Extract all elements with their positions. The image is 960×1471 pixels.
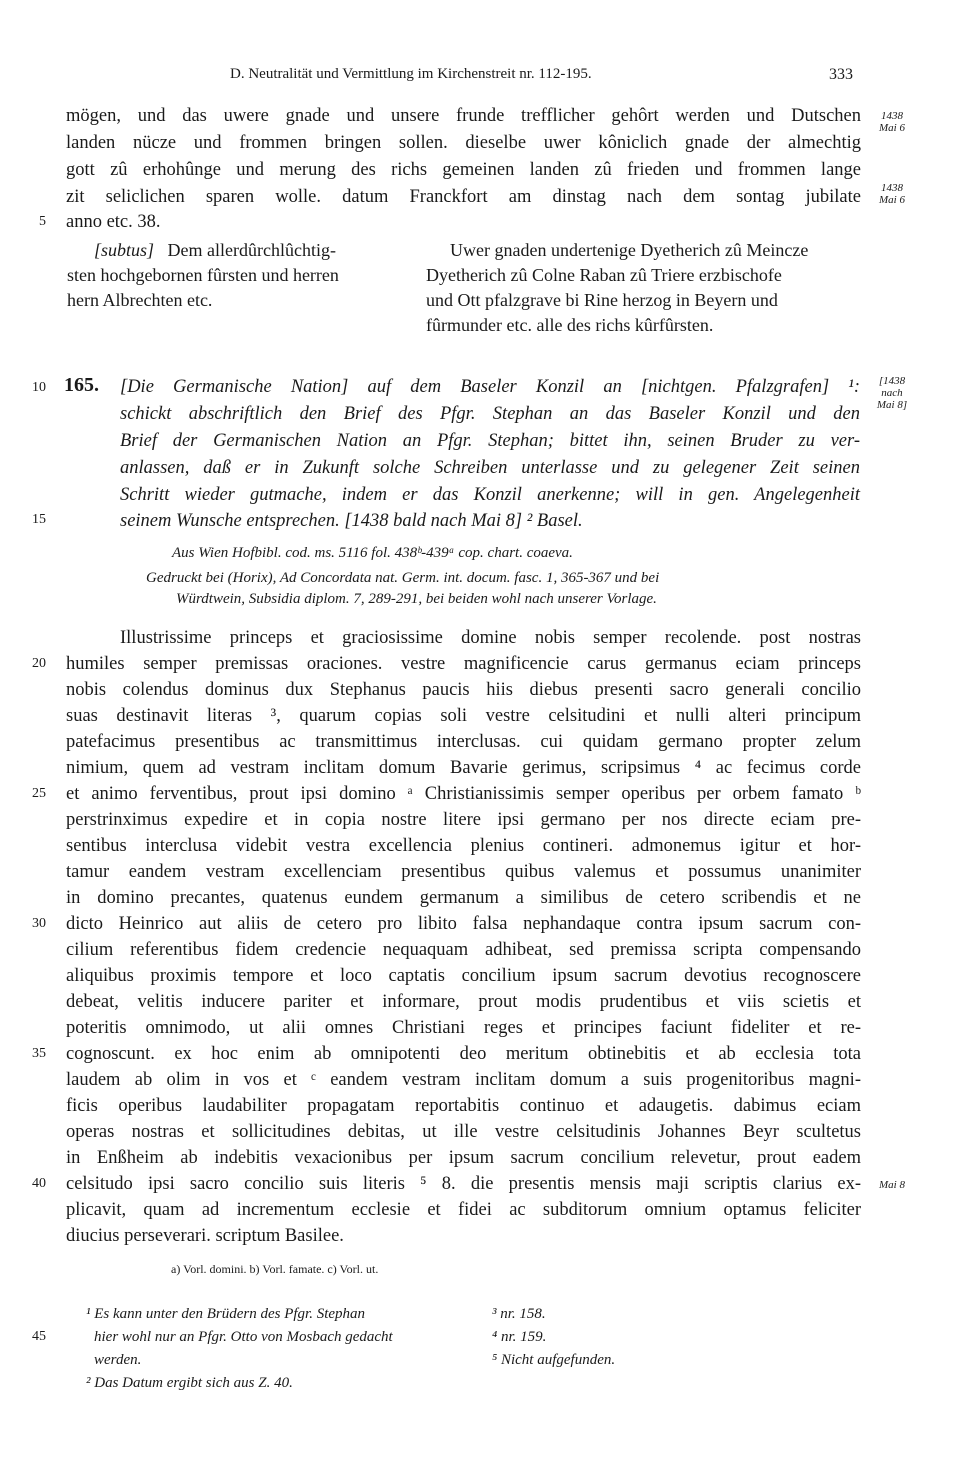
margin-date: [1438 nach Mai 8] <box>876 375 908 411</box>
line-number: 30 <box>32 916 46 931</box>
line-number: 40 <box>32 1176 46 1191</box>
text-line: diucius perseverari. scriptum Basilee. <box>66 1226 344 1246</box>
regest-line: anlassen, daß er in Zukunft solche Schreiben unterlasse und zu gelegener Zeit seinen <box>120 458 860 478</box>
text-line: nobis colendus dominus dux Stephanus paucis hiis diebus presenti sacro generali concilio <box>66 680 861 700</box>
regest-line: Schritt wieder gutmache, indem er das Konzil anerkenne; will in gen. Angelegenheit <box>120 485 860 505</box>
text-line: cognoscunt. ex hoc enim ab omnipotenti deo meritum obtinebitis et ab ecclesia tota <box>66 1044 861 1064</box>
text-line: zit seliclichen sparen wolle. datum Franckfort am dinstag nach dem sontag jubilate <box>66 187 861 207</box>
footnote-line: ² Das Datum ergibt sich aus Z. 40. <box>86 1375 293 1391</box>
footnote-line: ³ nr. 158. <box>492 1306 546 1322</box>
regest-line: seinem Wunsche entsprechen. [1438 bald nach Mai 8] ² Basel. <box>120 511 583 531</box>
text-line: poteritis omnimodo, ut alii omnes Christiani reges et principes faciunt fideliter et re- <box>66 1018 861 1038</box>
line-number: 10 <box>32 380 46 395</box>
regest-line: Brief der Germanischen Nation an Pfgr. Stephan; bittet ihn, seinen Bruder zu ver- <box>120 431 860 451</box>
address-right: Uwer gnaden undertenige Dyetherich zû Meincze Dyetherich zû Colne Raban zû Triere erzbischofe und Ott pfalzgrave bi Rine herzog in Beyern und fûrmunder etc. alle des richs kûrfûrsten. <box>426 240 809 335</box>
text-line: cilium referentibus fidem credencie nequaquam adhibeat, sed premissa scripta compensando <box>66 940 861 960</box>
text-line: Illustrissime princeps et graciosissime domine nobis semper recolende. post nostras <box>120 628 861 648</box>
text-line: debeat, velitis inducere pariter et informare, prout modis prudentibus et viis scietis et <box>66 992 861 1012</box>
text-line: perstrinximus expedire et in copia nostre litere ipsi germano per nos directe eciam pre- <box>66 810 861 830</box>
footnote-line: hier wohl nur an Pfgr. Otto von Mosbach gedacht <box>94 1329 393 1345</box>
text-line: nimium, quem ad vestram inclitam domum Bavarie gerimus, scripsimus ⁴ ac fecimus corde <box>66 758 861 778</box>
regest-line: [Die Germanische Nation] auf dem Baseler Konzil an [nichtgen. Pfalzgrafen] ¹: <box>120 377 860 397</box>
text-line: suas destinavit literas ³, quarum copias soli vestre celsitudini et nulli alteri principum <box>66 706 861 726</box>
line-number: 35 <box>32 1046 46 1061</box>
text-line: operas nostras et sollicitudines debitas, ut ille vestre celsitudinis Johannes Beyr scultetus <box>66 1122 861 1142</box>
text-line: patefacimus presentibus ac transmittimus interclusas. cui quidam germano propter zelum <box>66 732 861 752</box>
text-line: in Enßheim ab indebitis vexacionibus per ipsum sacrum concilium relevetur, prout eadem <box>66 1148 861 1168</box>
page-number: 333 <box>829 66 853 83</box>
footnote-line: werden. <box>94 1352 142 1368</box>
margin-date: Mai 8 <box>879 1179 905 1191</box>
line-number: 45 <box>32 1329 46 1344</box>
address-label: [subtus] <box>94 240 155 260</box>
variant-notes: a) Vorl. domini. b) Vorl. famate. c) Vorl. ut. <box>171 1262 379 1276</box>
text-line: landen nücze und frommen bringen sollen. dieselbe uwer kôniclich gnade der almechtig <box>66 133 861 153</box>
line-number: 5 <box>39 214 46 229</box>
source-line: Gedruckt bei (Horix), Ad Concordata nat. Germ. int. docum. fasc. 1, 365-367 und bei <box>146 570 660 586</box>
line-number: 20 <box>32 656 46 671</box>
regest-line: schickt abschriftlich den Brief des Pfgr. Stephan an das Baseler Konzil und den <box>120 404 860 424</box>
text-line: et animo ferventibus, prout ipsi domino ᵃ Christianissimis semper operibus per orbem famato ᵇ <box>66 784 861 804</box>
source-line: Würdtwein, Subsidia diplom. 7, 289-291, bei beiden wohl nach unserer Vorlage. <box>176 591 657 607</box>
text-line: aliquibus proximis tempore et loco captatis concilium ipsum sacrum devotius recognoscere <box>66 966 861 986</box>
text-line: in domino precantes, quatenus eundem germanum a similibus de cetero scribendis et ne <box>66 888 861 908</box>
running-title: D. Neutralität und Vermittlung im Kirchenstreit nr. 112-195. <box>230 66 592 82</box>
text-line: mögen, und das uwere gnade und unsere frunde trefflicher gehôrt werden und Dutschen <box>66 106 861 126</box>
text-line: sentibus interclusa videbit vestra excellencia plenius contineri. admonemus igitur et hor- <box>66 836 861 856</box>
margin-date: 1438 Mai 6 <box>879 110 905 134</box>
source-line: Aus Wien Hofbibl. cod. ms. 5116 fol. 438ᵇ-439ᵃ cop. chart. coaeva. <box>172 545 573 561</box>
line-number: 25 <box>32 786 46 801</box>
text-line: humiles semper premissas oraciones. vestre magnificencie carus germanus eciam princeps <box>66 654 861 674</box>
line-number: 15 <box>32 512 46 527</box>
address-left: [subtus] Dem allerdûrchlûchtig- sten hochgebornen fûrsten und herren hern Albrechten etc. <box>67 240 339 310</box>
text-line: gott zû erhohûnge und merung des richs gemeinen landen zû frieden und frommen lange <box>66 160 861 180</box>
text-line: laudem ab olim in vos et ᶜ eandem vestram inclitam domum a suis progenitoribus magni- <box>66 1070 861 1090</box>
text-line: tamur eandem vestram excellenciam presentibus quibus valemus et possumus unanimiter <box>66 862 861 882</box>
text-line: dicto Heinrico aut aliis de cetero pro libito falsa nephandaque contra ipsum sacrum con- <box>66 914 861 934</box>
footnote-line: ⁵ Nicht aufgefunden. <box>492 1352 616 1368</box>
text-line: anno etc. 38. <box>66 212 161 232</box>
text-line: celsitudo ipsi sacro concilio suis literis ⁵ 8. die presentis mensis maji scriptis clarius ex- <box>66 1174 861 1194</box>
document-number: 165. <box>64 374 99 396</box>
text-line: plicavit, quam ad incrementum ecclesie et fidei ac subditorum omnium optamus feliciter <box>66 1200 861 1220</box>
text-line: ficis operibus laudabiliter propagatam reportabitis continuo et adaugetis. dabimus eciam <box>66 1096 861 1116</box>
footnote-line: ¹ Es kann unter den Brüdern des Pfgr. Stephan <box>86 1306 366 1322</box>
footnote-line: ⁴ nr. 159. <box>492 1329 547 1345</box>
margin-date: 1438 Mai 6 <box>879 182 905 206</box>
